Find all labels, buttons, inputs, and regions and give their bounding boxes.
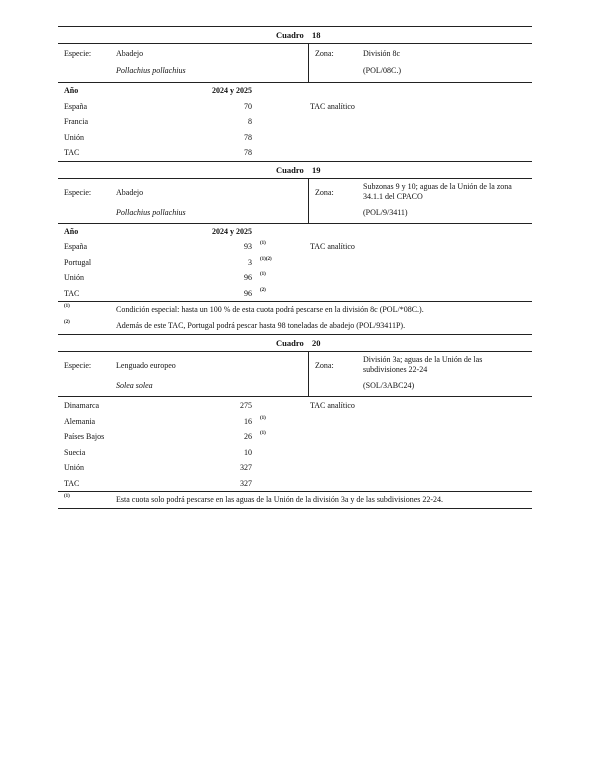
country: TAC	[64, 288, 80, 298]
footnote-mark: (1)(2)	[260, 256, 272, 262]
zone-cell	[309, 44, 532, 82]
quota-value: 16	[244, 416, 252, 426]
quota-value: 327	[240, 463, 252, 472]
zona-value-line-2: subdivisiones 22-24	[363, 365, 428, 374]
especie-name: Abadejo	[116, 187, 144, 197]
footnote	[58, 492, 532, 508]
country: España	[64, 101, 88, 111]
quota-value: 275	[240, 401, 252, 410]
country: Unión	[64, 273, 84, 282]
country: Unión	[64, 463, 84, 472]
especie-latin: Pollachius pollachius	[116, 207, 186, 217]
cuadro-label: Cuadro	[276, 164, 304, 175]
table-title	[58, 26, 532, 44]
quota-value: 10	[244, 447, 252, 457]
quota-value: 93	[244, 242, 252, 251]
footnote-text: Además de este TAC, Portugal podrá pescar hasta 98 toneladas de abadejo (POL/93411P).	[116, 321, 406, 330]
country: Países Bajos	[64, 432, 105, 441]
footnote	[58, 302, 532, 318]
especie-label: Especie:	[64, 49, 92, 58]
species-zone-row	[58, 179, 532, 224]
table-row	[58, 114, 532, 130]
zona-code: (POL/08C.)	[363, 66, 401, 75]
zona-code: (POL/9/3411)	[363, 207, 408, 217]
especie-label: Especie:	[64, 361, 92, 370]
country: TAC	[64, 478, 80, 488]
table-row	[58, 270, 532, 286]
country: España	[64, 242, 88, 251]
quota-value: 78	[244, 132, 252, 142]
tac-note: TAC analítico	[310, 101, 355, 111]
quota-rows	[58, 83, 532, 161]
footnote-mark: (1)	[260, 241, 266, 246]
quota-rows	[58, 224, 532, 302]
table-row	[58, 286, 532, 302]
table-row	[58, 460, 532, 476]
table-row	[58, 398, 532, 414]
cuadro-number: 20	[312, 338, 321, 348]
cuadro-label: Cuadro	[276, 30, 304, 40]
zona-value-line-1: División 3a; aguas de la Unión de las	[363, 355, 483, 364]
year-value: 2024 y 2025	[212, 226, 252, 236]
table-row	[58, 429, 532, 445]
country: TAC	[64, 148, 80, 157]
country: Portugal	[64, 257, 92, 267]
especie-name: Lenguado europeo	[116, 361, 176, 370]
zona-value-line-2: 34.1.1 del CPACO	[363, 191, 423, 201]
species-cell	[58, 352, 309, 396]
table-title	[58, 161, 532, 179]
footnote-mark: (1)	[260, 431, 266, 436]
table-row	[58, 476, 532, 492]
zona-label: Zona:	[315, 361, 334, 370]
country: Dinamarca	[64, 401, 100, 410]
especie-latin: Solea solea	[116, 381, 153, 390]
cuadro-label: Cuadro	[276, 338, 304, 348]
footnote	[58, 318, 532, 334]
table-title	[58, 334, 532, 352]
document-page	[58, 26, 532, 509]
cuadro-number: 18	[312, 30, 321, 40]
quota-value: 8	[248, 117, 252, 126]
table-row	[58, 130, 532, 146]
quota-value: 96	[244, 288, 252, 298]
country: Francia	[64, 117, 88, 126]
table-row	[58, 414, 532, 430]
table-cuadro-19	[58, 161, 532, 335]
tac-note: TAC analítico	[310, 401, 355, 410]
table-row	[58, 99, 532, 115]
country: Unión	[64, 132, 84, 142]
zona-label: Zona:	[315, 49, 334, 58]
quota-value: 96	[244, 273, 252, 282]
especie-latin: Pollachius pollachius	[116, 66, 186, 75]
table-cuadro-20	[58, 334, 532, 509]
zona-code: (SOL/3ABC24)	[363, 381, 415, 390]
species-zone-row	[58, 352, 532, 397]
quota-value: 26	[244, 432, 252, 441]
especie-name: Abadejo	[116, 49, 144, 58]
footnote-mark: (1)	[260, 415, 266, 421]
quota-value: 70	[244, 101, 252, 111]
cuadro-number: 19	[312, 164, 321, 175]
zona-value-line-1: Subzonas 9 y 10; aguas de la Unión de la zona	[363, 181, 512, 191]
country: Suecia	[64, 447, 86, 457]
year-value: 2024 y 2025	[212, 86, 252, 95]
year-row	[58, 83, 532, 99]
footnotes	[58, 491, 532, 509]
country: Alemania	[64, 416, 96, 426]
year-label: Año	[64, 226, 79, 236]
table-row	[58, 445, 532, 461]
quota-rows	[58, 397, 532, 491]
zone-cell	[309, 352, 532, 396]
table-row	[58, 255, 532, 271]
footnote-mark: (1)	[64, 304, 70, 309]
quota-value: 78	[244, 148, 252, 157]
quota-value: 327	[240, 478, 252, 488]
year-label: Año	[64, 86, 79, 95]
footnote-text: Esta cuota solo podrá pescarse en las aguas de la Unión de la división 3a y de las subdivisiones 22-24.	[116, 495, 444, 504]
zona-value: División 8c	[363, 49, 401, 58]
footnote-mark: (2)	[64, 320, 70, 325]
table-row	[58, 145, 532, 161]
year-row	[58, 224, 532, 240]
especie-label: Especie:	[64, 187, 92, 197]
table-row	[58, 239, 532, 255]
species-cell	[58, 179, 309, 223]
footnote-mark: (1)	[260, 272, 266, 277]
footnote-mark: (1)	[64, 494, 70, 499]
zone-cell	[309, 179, 532, 223]
footnote-text: Condición especial: hasta un 100 % de esta cuota podrá pescarse en la división 8c (POL/*08C.).	[116, 305, 424, 314]
zona-label: Zona:	[315, 187, 334, 197]
quota-value: 3	[248, 257, 252, 267]
species-zone-row	[58, 44, 532, 83]
species-cell	[58, 44, 309, 82]
footnote-mark: (2)	[260, 287, 266, 293]
footnotes	[58, 301, 532, 334]
tac-note: TAC analítico	[310, 242, 355, 251]
table-cuadro-18	[58, 26, 532, 161]
